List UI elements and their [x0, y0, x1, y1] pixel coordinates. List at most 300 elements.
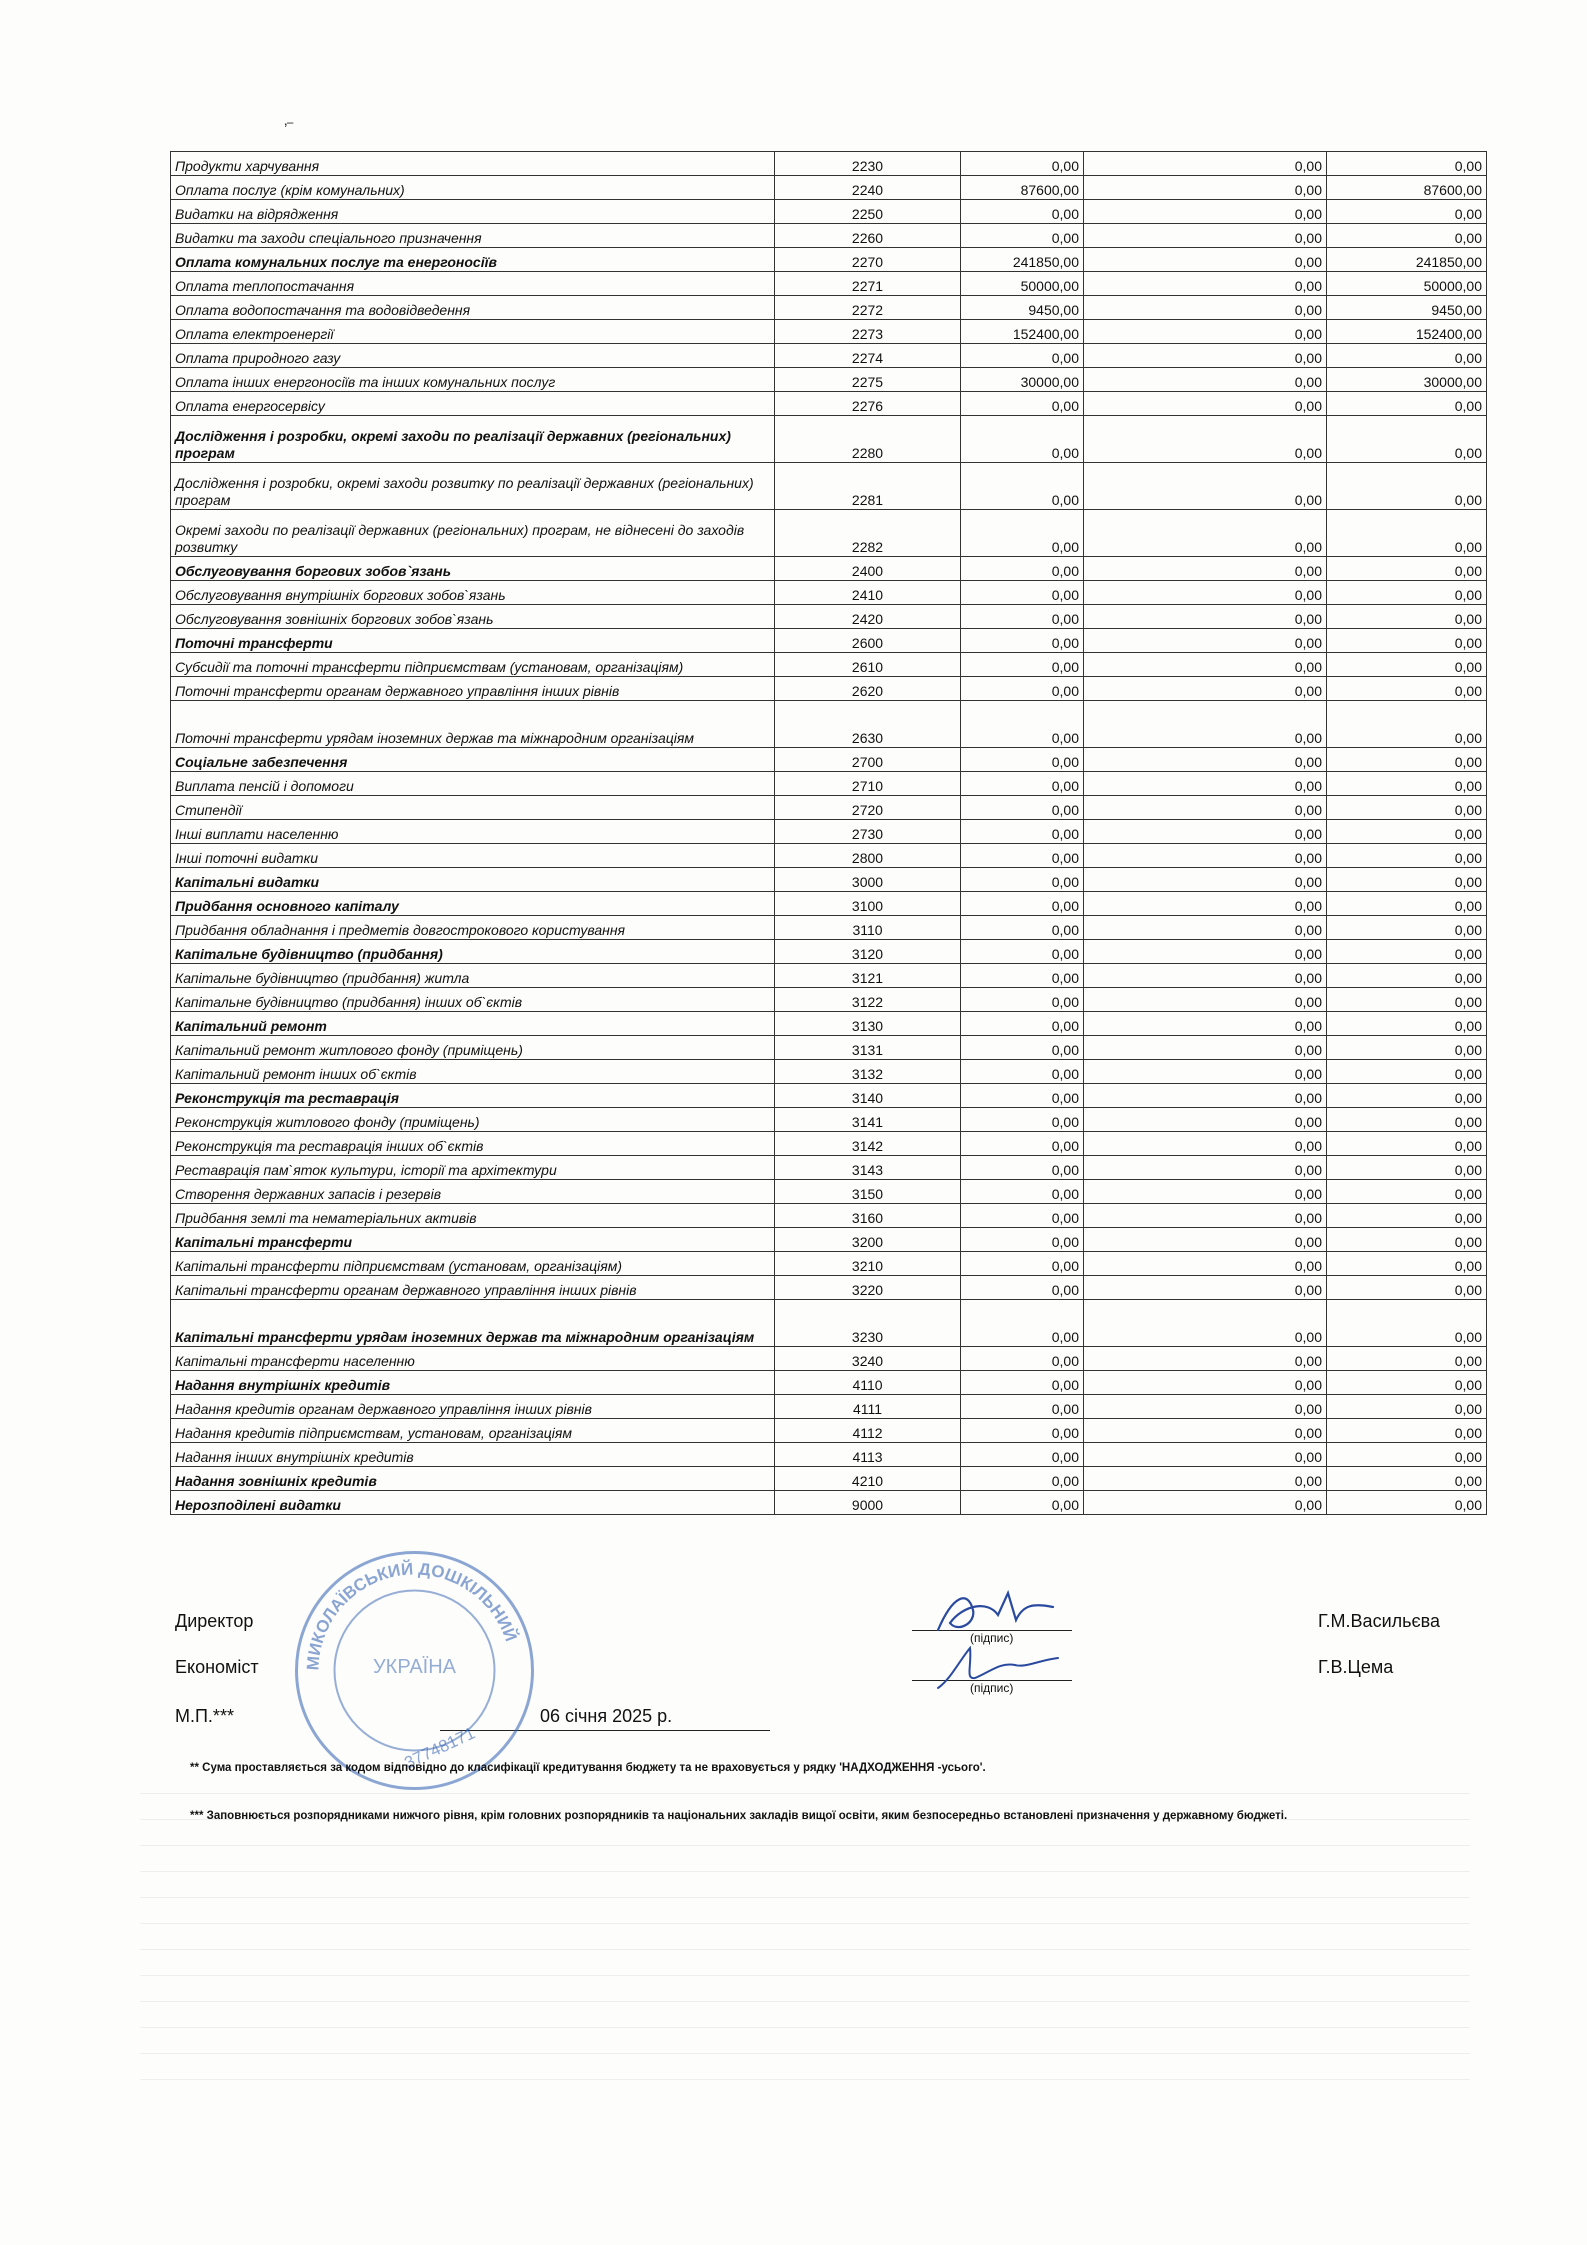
row-code-cell: 3200 — [775, 1228, 961, 1252]
row-total-cell: 0,00 — [1327, 844, 1487, 868]
row-value-cell: 0,00 — [1084, 820, 1327, 844]
table-row — [171, 772, 1487, 796]
row-value-cell: 0,00 — [1084, 320, 1327, 344]
row-value-cell: 0,00 — [961, 605, 1084, 629]
row-value-cell: 9450,00 — [961, 296, 1084, 320]
row-name-cell: Створення державних запасів і резервів — [171, 1180, 775, 1204]
row-value-cell: 0,00 — [961, 629, 1084, 653]
row-name-cell: Придбання обладнання і предметів довгострокового користування — [171, 916, 775, 940]
director-label: Директор — [175, 1611, 254, 1631]
row-code-cell: 3141 — [775, 1108, 961, 1132]
table-row — [171, 748, 1487, 772]
row-code-cell: 3131 — [775, 1036, 961, 1060]
row-name-cell: Видатки та заходи спеціального призначення — [171, 224, 775, 248]
row-value-cell: 152400,00 — [961, 320, 1084, 344]
row-total-cell: 87600,00 — [1327, 176, 1487, 200]
row-value-cell: 0,00 — [961, 1156, 1084, 1180]
row-total-cell: 0,00 — [1327, 463, 1487, 510]
row-value-cell: 0,00 — [961, 1012, 1084, 1036]
stamp-ring-text: МИКОЛАЇВСЬКИЙ ДОШКІЛЬНИЙ — [303, 1559, 521, 1671]
row-code-cell: 2600 — [775, 629, 961, 653]
row-value-cell: 0,00 — [961, 701, 1084, 748]
table-row — [171, 1347, 1487, 1371]
row-value-cell: 0,00 — [961, 1132, 1084, 1156]
row-value-cell: 0,00 — [961, 224, 1084, 248]
director-signature-caption: (підпис) — [970, 1631, 1014, 1645]
row-name-cell: Надання кредитів підприємствам, установам, організаціям — [171, 1419, 775, 1443]
row-name-cell: Придбання землі та нематеріальних активів — [171, 1204, 775, 1228]
row-value-cell: 0,00 — [961, 868, 1084, 892]
row-name-cell: Капітальний ремонт житлового фонду (приміщень) — [171, 1036, 775, 1060]
row-value-cell: 0,00 — [961, 988, 1084, 1012]
expenditure-table-body — [171, 152, 1487, 1515]
row-name-cell: Оплата інших енергоносіїв та інших комунальних послуг — [171, 368, 775, 392]
row-total-cell: 0,00 — [1327, 629, 1487, 653]
bleed-through-background — [140, 1780, 1470, 2080]
table-row — [171, 964, 1487, 988]
row-code-cell: 2272 — [775, 296, 961, 320]
row-value-cell: 0,00 — [1084, 581, 1327, 605]
row-total-cell: 0,00 — [1327, 1060, 1487, 1084]
row-name-cell: Капітальний ремонт — [171, 1012, 775, 1036]
row-value-cell: 0,00 — [1084, 1228, 1327, 1252]
row-value-cell: 0,00 — [961, 1347, 1084, 1371]
row-value-cell: 0,00 — [1084, 701, 1327, 748]
row-name-cell: Капітальні трансферти органам державного управління інших рівнів — [171, 1276, 775, 1300]
row-value-cell: 241850,00 — [961, 248, 1084, 272]
row-name-cell: Надання внутрішніх кредитів — [171, 1371, 775, 1395]
row-value-cell: 0,00 — [961, 1108, 1084, 1132]
row-code-cell: 2630 — [775, 701, 961, 748]
table-row — [171, 368, 1487, 392]
row-total-cell: 0,00 — [1327, 892, 1487, 916]
table-row — [171, 1108, 1487, 1132]
row-total-cell: 241850,00 — [1327, 248, 1487, 272]
row-total-cell: 9450,00 — [1327, 296, 1487, 320]
table-row — [171, 988, 1487, 1012]
row-code-cell: 3142 — [775, 1132, 961, 1156]
stamp-code: 37748171 — [401, 1723, 478, 1773]
row-value-cell: 0,00 — [961, 1060, 1084, 1084]
table-row — [171, 940, 1487, 964]
director-signature — [928, 1585, 1063, 1640]
table-row — [171, 1036, 1487, 1060]
row-code-cell: 2230 — [775, 152, 961, 176]
row-total-cell: 0,00 — [1327, 1467, 1487, 1491]
expenditure-table — [170, 151, 1487, 1515]
row-code-cell: 3220 — [775, 1276, 961, 1300]
row-value-cell: 0,00 — [961, 1204, 1084, 1228]
row-value-cell: 0,00 — [961, 557, 1084, 581]
row-value-cell: 0,00 — [1084, 605, 1327, 629]
row-value-cell: 0,00 — [1084, 772, 1327, 796]
row-code-cell: 2720 — [775, 796, 961, 820]
row-code-cell: 3110 — [775, 916, 961, 940]
row-value-cell: 0,00 — [1084, 463, 1327, 510]
row-value-cell: 0,00 — [1084, 557, 1327, 581]
table-row — [171, 416, 1487, 463]
row-name-cell: Субсидії та поточні трансферти підприємствам (установам, організаціям) — [171, 653, 775, 677]
row-code-cell: 3230 — [775, 1300, 961, 1347]
row-value-cell: 0,00 — [1084, 176, 1327, 200]
row-value-cell: 0,00 — [1084, 677, 1327, 701]
row-name-cell: Виплата пенсій і допомоги — [171, 772, 775, 796]
row-name-cell: Поточні трансферти урядам іноземних держав та міжнародним організаціям — [171, 701, 775, 748]
economist-name: Г.В.Цема — [1318, 1657, 1394, 1677]
document-date: 06 січня 2025 р. — [540, 1706, 673, 1726]
row-name-cell: Капітальні трансферти урядам іноземних держав та міжнародним організаціям — [171, 1300, 775, 1347]
row-total-cell: 0,00 — [1327, 868, 1487, 892]
row-total-cell: 0,00 — [1327, 605, 1487, 629]
row-code-cell: 2710 — [775, 772, 961, 796]
row-value-cell: 0,00 — [961, 653, 1084, 677]
row-name-cell: Інші поточні видатки — [171, 844, 775, 868]
row-name-cell: Оплата послуг (крім комунальних) — [171, 176, 775, 200]
row-total-cell: 0,00 — [1327, 1228, 1487, 1252]
row-name-cell: Надання зовнішніх кредитів — [171, 1467, 775, 1491]
row-code-cell: 9000 — [775, 1491, 961, 1515]
row-total-cell: 30000,00 — [1327, 368, 1487, 392]
row-value-cell: 0,00 — [961, 200, 1084, 224]
row-total-cell: 0,00 — [1327, 1108, 1487, 1132]
table-row — [171, 1012, 1487, 1036]
row-total-cell: 0,00 — [1327, 557, 1487, 581]
row-value-cell: 0,00 — [961, 581, 1084, 605]
row-name-cell: Дослідження і розробки, окремі заходи розвитку по реалізації державних (регіональних) програм — [171, 463, 775, 510]
row-value-cell: 0,00 — [961, 344, 1084, 368]
table-row — [171, 1419, 1487, 1443]
table-row — [171, 1156, 1487, 1180]
row-value-cell: 0,00 — [961, 820, 1084, 844]
row-code-cell: 2273 — [775, 320, 961, 344]
row-value-cell: 0,00 — [1084, 988, 1327, 1012]
row-code-cell: 2275 — [775, 368, 961, 392]
row-name-cell: Капітальне будівництво (придбання) — [171, 940, 775, 964]
row-name-cell: Дослідження і розробки, окремі заходи по реалізації державних (регіональних) програм — [171, 416, 775, 463]
row-total-cell: 0,00 — [1327, 677, 1487, 701]
row-value-cell: 0,00 — [1084, 1252, 1327, 1276]
row-value-cell: 0,00 — [961, 748, 1084, 772]
row-total-cell: 0,00 — [1327, 200, 1487, 224]
row-code-cell: 3122 — [775, 988, 961, 1012]
row-code-cell: 3121 — [775, 964, 961, 988]
row-name-cell: Реконструкція та реставрація інших об`єктів — [171, 1132, 775, 1156]
row-code-cell: 3000 — [775, 868, 961, 892]
table-row — [171, 844, 1487, 868]
table-row — [171, 1276, 1487, 1300]
row-code-cell: 2250 — [775, 200, 961, 224]
row-name-cell: Придбання основного капіталу — [171, 892, 775, 916]
table-row — [171, 916, 1487, 940]
row-value-cell: 0,00 — [1084, 1012, 1327, 1036]
official-stamp — [292, 1548, 537, 1793]
row-name-cell: Капітальні трансферти населенню — [171, 1347, 775, 1371]
row-total-cell: 0,00 — [1327, 988, 1487, 1012]
table-row — [171, 224, 1487, 248]
economist-label: Економіст — [175, 1657, 259, 1677]
row-value-cell: 0,00 — [961, 772, 1084, 796]
row-code-cell: 3160 — [775, 1204, 961, 1228]
table-row — [171, 1371, 1487, 1395]
row-code-cell: 3143 — [775, 1156, 961, 1180]
row-value-cell: 0,00 — [1084, 1347, 1327, 1371]
row-value-cell: 0,00 — [1084, 1204, 1327, 1228]
row-total-cell: 0,00 — [1327, 916, 1487, 940]
table-row — [171, 796, 1487, 820]
table-row — [171, 463, 1487, 510]
row-value-cell: 0,00 — [1084, 1180, 1327, 1204]
table-row — [171, 868, 1487, 892]
row-code-cell: 3240 — [775, 1347, 961, 1371]
row-code-cell: 4210 — [775, 1467, 961, 1491]
row-value-cell: 0,00 — [1084, 344, 1327, 368]
table-row — [171, 1132, 1487, 1156]
row-total-cell: 0,00 — [1327, 1012, 1487, 1036]
row-value-cell: 0,00 — [961, 152, 1084, 176]
table-row — [171, 1395, 1487, 1419]
row-total-cell: 0,00 — [1327, 1156, 1487, 1180]
row-name-cell: Продукти харчування — [171, 152, 775, 176]
table-row — [171, 320, 1487, 344]
row-value-cell: 0,00 — [1084, 272, 1327, 296]
table-row — [171, 629, 1487, 653]
row-total-cell: 0,00 — [1327, 1276, 1487, 1300]
row-value-cell: 0,00 — [961, 1036, 1084, 1060]
row-name-cell: Видатки на відрядження — [171, 200, 775, 224]
economist-signature — [930, 1640, 1065, 1695]
row-name-cell: Обслуговування зовнішніх боргових зобов`язань — [171, 605, 775, 629]
row-value-cell: 0,00 — [1084, 1395, 1327, 1419]
row-code-cell: 2270 — [775, 248, 961, 272]
table-row — [171, 344, 1487, 368]
row-value-cell: 30000,00 — [961, 368, 1084, 392]
row-code-cell: 3140 — [775, 1084, 961, 1108]
table-row — [171, 200, 1487, 224]
row-code-cell: 2400 — [775, 557, 961, 581]
row-value-cell: 0,00 — [1084, 224, 1327, 248]
row-name-cell: Інші виплати населенню — [171, 820, 775, 844]
row-value-cell: 0,00 — [961, 796, 1084, 820]
row-total-cell: 0,00 — [1327, 701, 1487, 748]
row-value-cell: 0,00 — [961, 844, 1084, 868]
row-value-cell: 0,00 — [1084, 1371, 1327, 1395]
row-code-cell: 2410 — [775, 581, 961, 605]
row-value-cell: 0,00 — [1084, 748, 1327, 772]
table-row — [171, 892, 1487, 916]
row-code-cell: 3120 — [775, 940, 961, 964]
row-value-cell: 0,00 — [961, 1180, 1084, 1204]
table-row — [171, 248, 1487, 272]
row-code-cell: 2276 — [775, 392, 961, 416]
row-name-cell: Обслуговування внутрішніх боргових зобов`язань — [171, 581, 775, 605]
row-name-cell: Реконструкція житлового фонду (приміщень) — [171, 1108, 775, 1132]
row-name-cell: Поточні трансферти органам державного управління інших рівнів — [171, 677, 775, 701]
row-value-cell: 0,00 — [1084, 248, 1327, 272]
row-name-cell: Оплата природного газу — [171, 344, 775, 368]
row-total-cell: 0,00 — [1327, 416, 1487, 463]
row-name-cell: Реставрація пам`яток культури, історії та архітектури — [171, 1156, 775, 1180]
row-value-cell: 0,00 — [1084, 653, 1327, 677]
table-row — [171, 176, 1487, 200]
row-total-cell: 0,00 — [1327, 940, 1487, 964]
row-value-cell: 50000,00 — [961, 272, 1084, 296]
row-code-cell: 3130 — [775, 1012, 961, 1036]
table-row — [171, 152, 1487, 176]
table-row — [171, 1180, 1487, 1204]
row-total-cell: 0,00 — [1327, 796, 1487, 820]
row-code-cell: 2620 — [775, 677, 961, 701]
row-total-cell: 0,00 — [1327, 748, 1487, 772]
row-value-cell: 0,00 — [961, 964, 1084, 988]
row-name-cell: Обслуговування боргових зобов`язань — [171, 557, 775, 581]
table-row — [171, 1300, 1487, 1347]
row-value-cell: 0,00 — [1084, 1276, 1327, 1300]
row-code-cell: 2700 — [775, 748, 961, 772]
row-total-cell: 0,00 — [1327, 1300, 1487, 1347]
row-value-cell: 0,00 — [961, 392, 1084, 416]
footnote-triple-asterisk: *** Заповнюється розпорядниками нижчого рівня, крім головних розпорядників та національних закладів вищої освіти, яким безпосередньо встановлені призначення у державному бюджеті. — [190, 1810, 1288, 1822]
row-value-cell: 0,00 — [961, 1467, 1084, 1491]
row-value-cell: 0,00 — [1084, 1491, 1327, 1515]
table-row — [171, 1443, 1487, 1467]
table-row — [171, 1491, 1487, 1515]
mp-label: М.П.*** — [175, 1706, 234, 1726]
table-row — [171, 1467, 1487, 1491]
table-row — [171, 1204, 1487, 1228]
row-value-cell: 0,00 — [1084, 940, 1327, 964]
row-total-cell: 0,00 — [1327, 1395, 1487, 1419]
row-code-cell: 4113 — [775, 1443, 961, 1467]
row-value-cell: 0,00 — [1084, 1108, 1327, 1132]
row-total-cell: 0,00 — [1327, 820, 1487, 844]
row-code-cell: 2240 — [775, 176, 961, 200]
row-total-cell: 0,00 — [1327, 510, 1487, 557]
row-value-cell: 0,00 — [961, 1252, 1084, 1276]
table-row — [171, 272, 1487, 296]
row-name-cell: Оплата електроенергії — [171, 320, 775, 344]
row-total-cell: 0,00 — [1327, 772, 1487, 796]
row-name-cell: Поточні трансферти — [171, 629, 775, 653]
row-value-cell: 0,00 — [961, 1371, 1084, 1395]
row-value-cell: 0,00 — [1084, 510, 1327, 557]
row-value-cell: 0,00 — [961, 416, 1084, 463]
table-row — [171, 820, 1487, 844]
row-value-cell: 0,00 — [961, 1443, 1084, 1467]
row-name-cell: Капітальні трансферти підприємствам (установам, організаціям) — [171, 1252, 775, 1276]
row-total-cell: 0,00 — [1327, 1347, 1487, 1371]
row-value-cell: 0,00 — [961, 1300, 1084, 1347]
row-value-cell: 0,00 — [1084, 868, 1327, 892]
table-row — [171, 392, 1487, 416]
row-total-cell: 0,00 — [1327, 653, 1487, 677]
row-code-cell: 2274 — [775, 344, 961, 368]
table-row — [171, 605, 1487, 629]
row-total-cell: 0,00 — [1327, 1371, 1487, 1395]
row-code-cell: 2280 — [775, 416, 961, 463]
row-value-cell: 0,00 — [1084, 368, 1327, 392]
row-value-cell: 0,00 — [1084, 1467, 1327, 1491]
row-value-cell: 0,00 — [961, 1276, 1084, 1300]
row-total-cell: 0,00 — [1327, 1443, 1487, 1467]
table-row — [171, 1060, 1487, 1084]
row-value-cell: 0,00 — [1084, 1156, 1327, 1180]
row-code-cell: 2420 — [775, 605, 961, 629]
scan-mark: ʼ‾ — [284, 122, 293, 139]
row-name-cell: Капітальні видатки — [171, 868, 775, 892]
row-value-cell: 87600,00 — [961, 176, 1084, 200]
row-value-cell: 0,00 — [1084, 200, 1327, 224]
row-total-cell: 50000,00 — [1327, 272, 1487, 296]
row-code-cell: 3150 — [775, 1180, 961, 1204]
row-total-cell: 0,00 — [1327, 1419, 1487, 1443]
table-row — [171, 677, 1487, 701]
row-total-cell: 0,00 — [1327, 1180, 1487, 1204]
row-code-cell: 4110 — [775, 1371, 961, 1395]
row-total-cell: 0,00 — [1327, 1491, 1487, 1515]
row-value-cell: 0,00 — [1084, 1300, 1327, 1347]
row-code-cell: 2281 — [775, 463, 961, 510]
table-row — [171, 1252, 1487, 1276]
table-row — [171, 510, 1487, 557]
row-total-cell: 0,00 — [1327, 224, 1487, 248]
row-value-cell: 0,00 — [1084, 152, 1327, 176]
row-name-cell: Стипендії — [171, 796, 775, 820]
row-value-cell: 0,00 — [1084, 1060, 1327, 1084]
row-total-cell: 0,00 — [1327, 1084, 1487, 1108]
row-value-cell: 0,00 — [961, 1228, 1084, 1252]
row-value-cell: 0,00 — [1084, 844, 1327, 868]
row-total-cell: 0,00 — [1327, 344, 1487, 368]
row-name-cell: Окремі заходи по реалізації державних (регіональних) програм, не віднесені до заходів розвитку — [171, 510, 775, 557]
row-code-cell: 2260 — [775, 224, 961, 248]
row-total-cell: 0,00 — [1327, 1252, 1487, 1276]
row-name-cell: Капітальне будівництво (придбання) інших об`єктів — [171, 988, 775, 1012]
stamp-country: УКРАЇНА — [372, 1656, 457, 1678]
row-name-cell: Реконструкція та реставрація — [171, 1084, 775, 1108]
row-value-cell: 0,00 — [961, 510, 1084, 557]
row-name-cell: Капітальне будівництво (придбання) житла — [171, 964, 775, 988]
row-total-cell: 152400,00 — [1327, 320, 1487, 344]
row-code-cell: 4112 — [775, 1419, 961, 1443]
table-row — [171, 653, 1487, 677]
table-row — [171, 1084, 1487, 1108]
row-value-cell: 0,00 — [961, 1084, 1084, 1108]
row-name-cell: Оплата водопостачання та водовідведення — [171, 296, 775, 320]
footnote-double-asterisk: ** Сума проставляється за кодом відповідно до класифікації кредитування бюджету та не враховується у рядку 'НАДХОДЖЕННЯ -усього'. — [190, 1762, 986, 1774]
row-name-cell: Оплата комунальних послуг та енергоносіїв — [171, 248, 775, 272]
row-name-cell: Оплата енергосервісу — [171, 392, 775, 416]
row-code-cell: 2730 — [775, 820, 961, 844]
economist-signature-caption: (підпис) — [970, 1681, 1014, 1695]
row-value-cell: 0,00 — [1084, 796, 1327, 820]
table-row — [171, 1228, 1487, 1252]
row-total-cell: 0,00 — [1327, 392, 1487, 416]
row-code-cell: 4111 — [775, 1395, 961, 1419]
row-code-cell: 2271 — [775, 272, 961, 296]
row-name-cell: Надання інших внутрішніх кредитів — [171, 1443, 775, 1467]
row-value-cell: 0,00 — [1084, 964, 1327, 988]
row-name-cell: Нерозподілені видатки — [171, 1491, 775, 1515]
row-total-cell: 0,00 — [1327, 964, 1487, 988]
row-total-cell: 0,00 — [1327, 581, 1487, 605]
row-total-cell: 0,00 — [1327, 1132, 1487, 1156]
row-code-cell: 2282 — [775, 510, 961, 557]
row-value-cell: 0,00 — [961, 677, 1084, 701]
table-row — [171, 557, 1487, 581]
row-value-cell: 0,00 — [1084, 1132, 1327, 1156]
row-value-cell: 0,00 — [1084, 629, 1327, 653]
row-value-cell: 0,00 — [1084, 892, 1327, 916]
